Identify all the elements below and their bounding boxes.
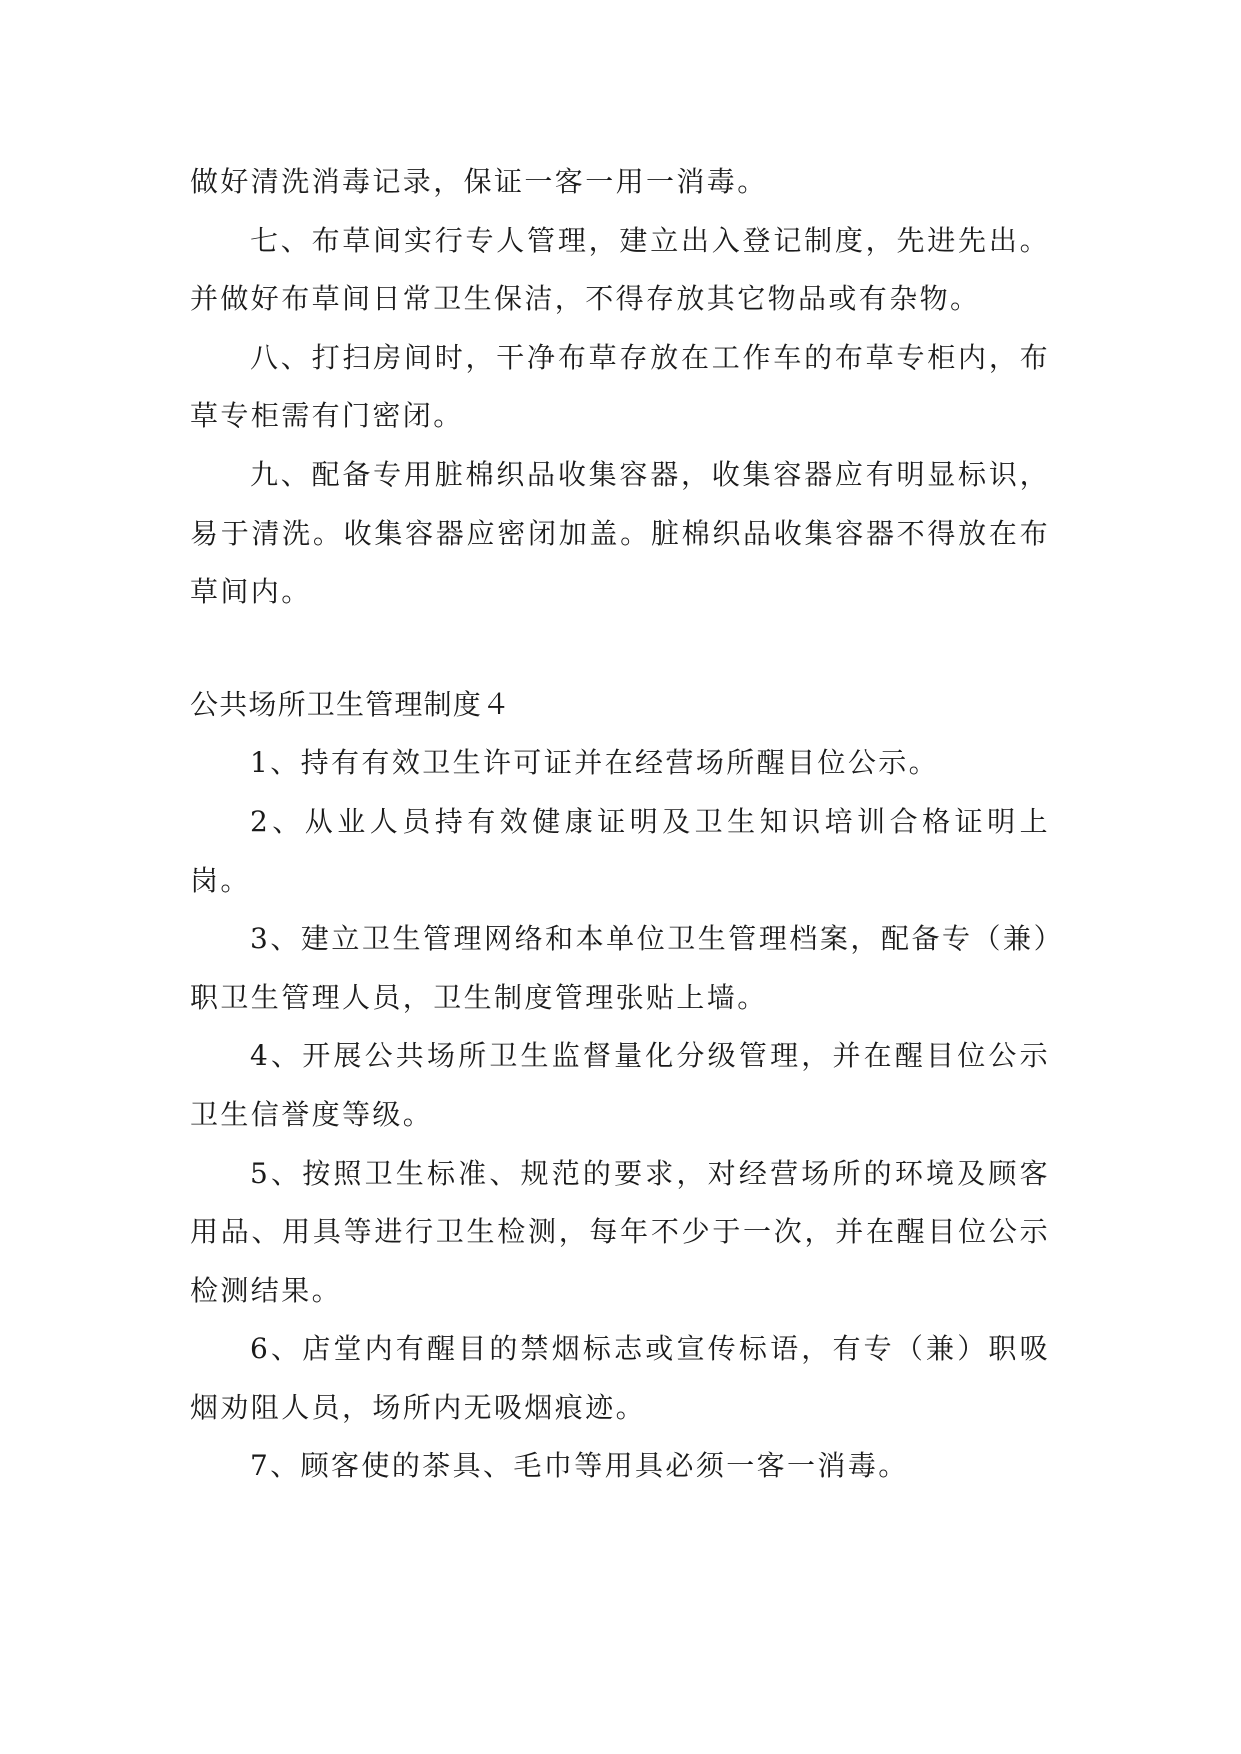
list-item-1: 1、持有有效卫生许可证并在经营场所醒目位公示。 (250, 746, 940, 780)
list-item-7: 7、顾客使的茶具、毛巾等用具必须一客一消毒。 (250, 1449, 909, 1483)
section-title: 公共场所卫生管理制度４ (190, 687, 512, 721)
paragraph-item-nine: 九、配备专用脏棉织品收集容器，收集容器应有明显标识，易于清洗。收集容器应密闭加盖。脏棉织品收集容器不得放在布草间内。 (190, 457, 1050, 609)
list-item-2: 2、从业人员持有效健康证明及卫生知识培训合格证明上岗。 (190, 804, 1050, 897)
list-item-6: 6、店堂内有醒目的禁烟标志或宣传标语，有专（兼）职吸烟劝阻人员，场所内无吸烟痕迹。 (190, 1332, 1050, 1424)
list-item-3: 3、建立卫生管理网络和本单位卫生管理档案，配备专（兼）职卫生管理人员，卫生制度管理张贴上墙。 (190, 922, 1050, 1014)
paragraph-continuation: 做好清洗消毒记录，保证一客一用一消毒。 (190, 165, 768, 198)
paragraph-item-eight: 八、打扫房间时，干净布草存放在工作车的布草专柜内，布草专柜需有门密闭。 (190, 340, 1050, 433)
paragraph-item-seven: 七、布草间实行专人管理，建立出入登记制度，先进先出。并做好布草间日常卫生保洁，不得存放其它物品或有杂物。 (190, 223, 1050, 316)
document-body (190, 153, 1050, 1496)
list-item-4: 4、开展公共场所卫生监督量化分级管理，并在醒目位公示卫生信誉度等级。 (190, 1039, 1050, 1131)
list-item-5: 5、按照卫生标准、规范的要求，对经营场所的环境及顾客用品、用具等进行卫生检测，每年不少于一次，并在醒目位公示检测结果。 (190, 1156, 1050, 1307)
